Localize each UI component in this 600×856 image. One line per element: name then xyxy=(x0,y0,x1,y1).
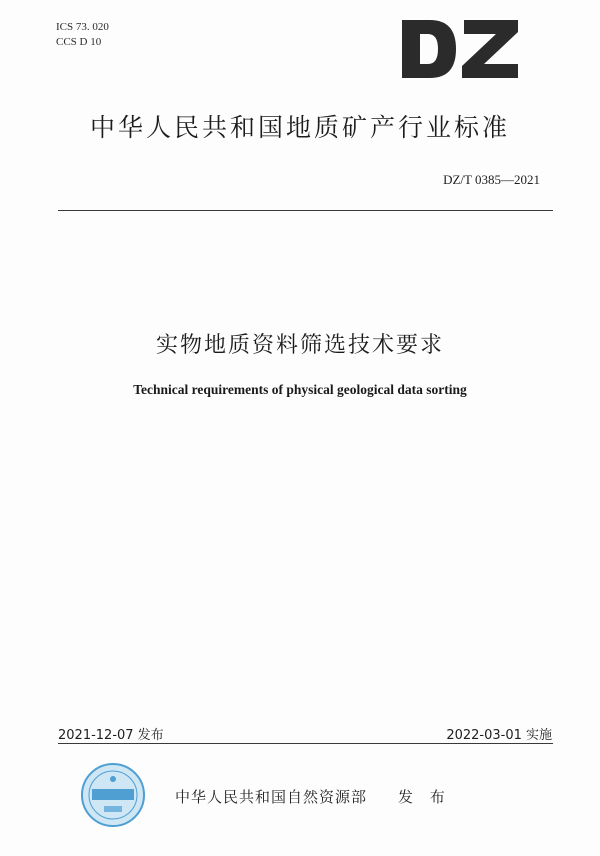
org-title: 中华人民共和国地质矿产行业标准 xyxy=(89,113,510,142)
publisher-seal-icon xyxy=(80,762,146,828)
top-divider xyxy=(58,210,553,211)
dz-logo xyxy=(400,18,520,80)
ccs-code: CCS D 10 xyxy=(56,36,102,48)
issue-label: 发 布 xyxy=(398,788,451,806)
standard-number: DZ/T 0385—2021 xyxy=(443,172,540,187)
classification-codes xyxy=(56,20,109,50)
publish-date: 2021-12-07 发布 xyxy=(58,728,164,743)
issuer-name: 中华人民共和国自然资源部 xyxy=(175,788,368,806)
document-title-cn: 实物地质资料筛选技术要求 xyxy=(155,333,444,358)
document-title-en: Technical requirements of physical geological data sorting xyxy=(133,382,467,397)
implement-date: 2022-03-01 实施 xyxy=(446,728,552,743)
bottom-divider xyxy=(58,743,553,744)
ics-code: ICS 73. 020 xyxy=(56,21,109,33)
